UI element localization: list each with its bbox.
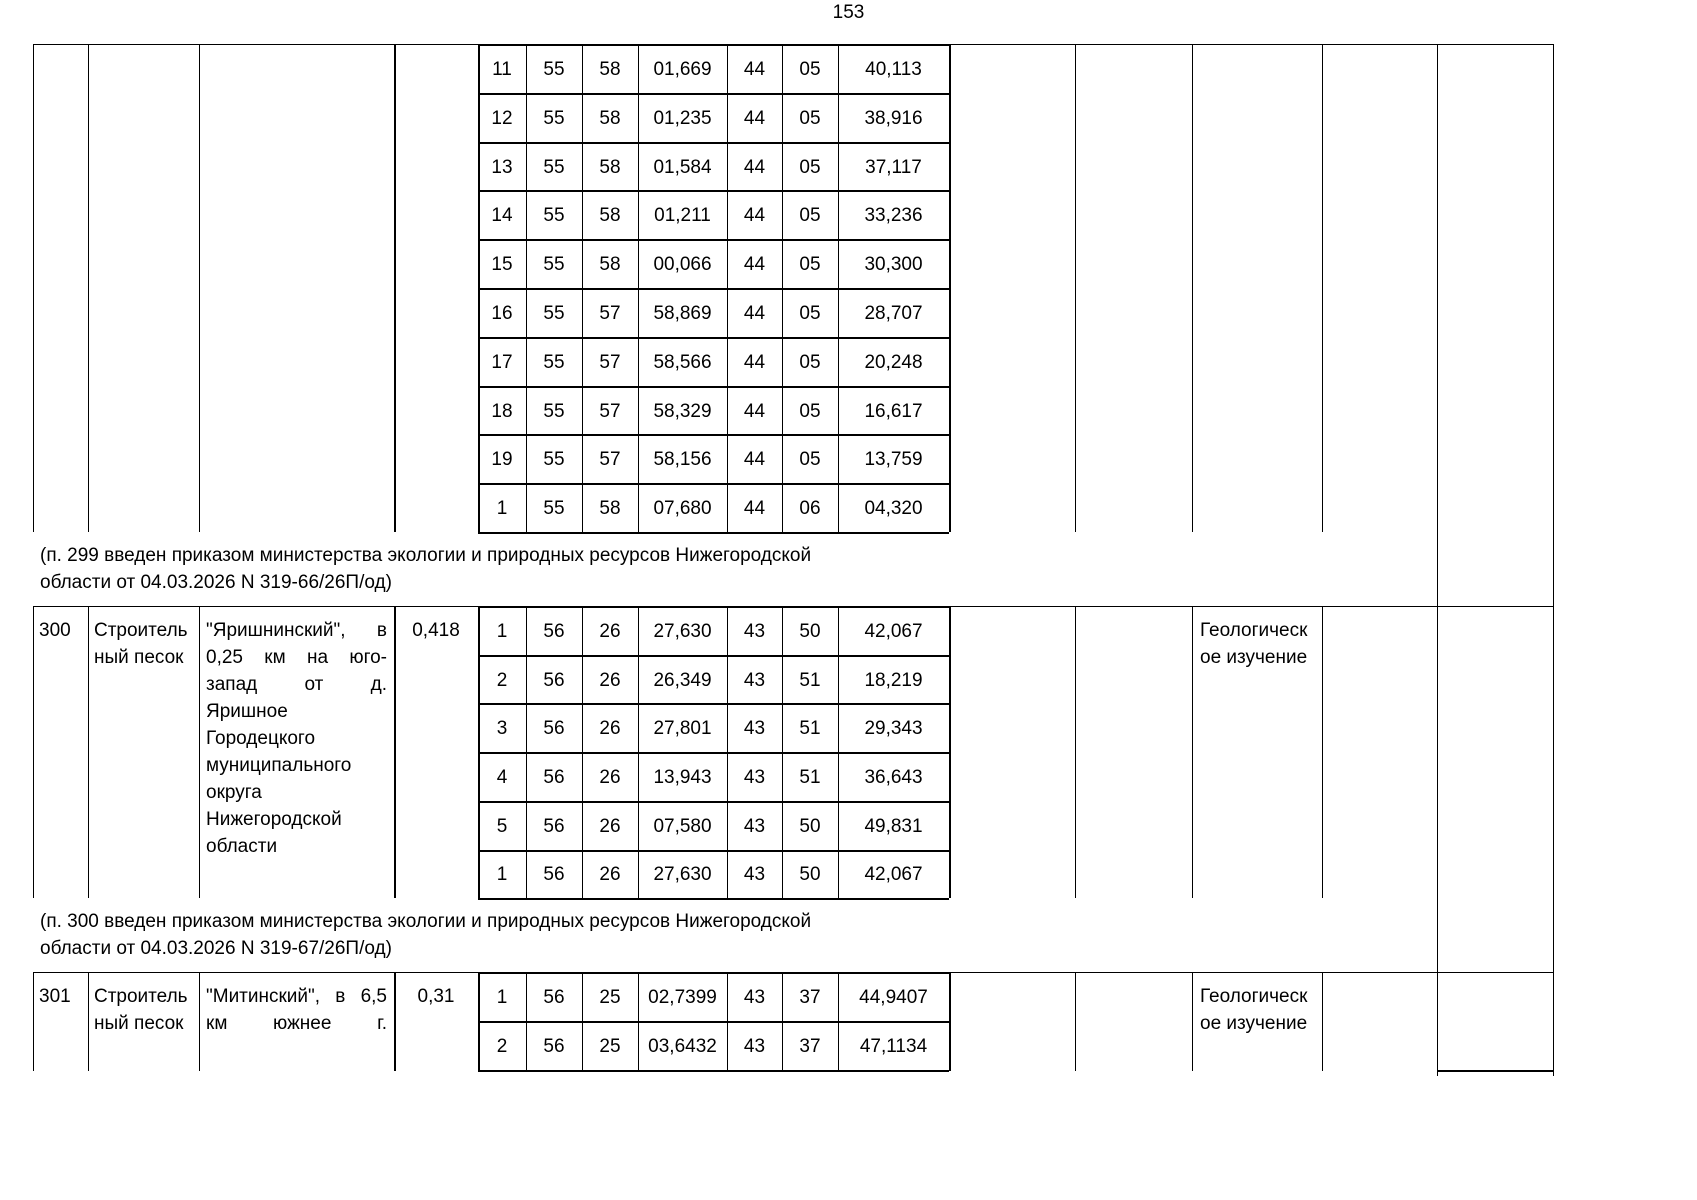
coord-cell: 43 [743, 669, 766, 691]
purpose-text: ое изучение [1200, 1013, 1308, 1034]
coord-cell: 26 [599, 718, 621, 740]
coord-cell: 42,067 [864, 864, 923, 886]
coord-cell: 25 [599, 1036, 621, 1057]
coord-cell: 56 [543, 620, 565, 642]
coord-cell: 05 [799, 254, 821, 276]
coord-cell: 57 [599, 302, 621, 324]
coord-cell: 38,916 [864, 107, 923, 129]
location-text: муниципального [206, 755, 352, 776]
coord-cell: 16,617 [864, 400, 923, 422]
area-value: 0,31 [417, 986, 455, 1007]
coord-cell: 02,7399 [648, 987, 717, 1008]
coord-cell: 49,831 [864, 815, 923, 837]
coord-cell: 58 [599, 498, 621, 520]
coord-cell: 27,630 [653, 620, 712, 642]
page-number: 153 [832, 2, 865, 23]
coord-cell: 30,300 [864, 254, 923, 276]
coord-cell: 11 [492, 58, 512, 80]
location-text: Городецкого [206, 728, 316, 749]
table-vline [949, 972, 951, 1071]
table-vline [1192, 972, 1193, 1071]
coord-cell: 13 [491, 156, 513, 178]
area-value: 0,418 [412, 620, 460, 641]
coord-cell: 04,320 [864, 498, 923, 520]
coord-cell: 55 [543, 107, 565, 129]
coord-cell: 37 [799, 1036, 821, 1057]
coord-cell: 55 [543, 351, 565, 373]
coord-cell: 01,669 [653, 58, 712, 80]
table-vline [199, 972, 200, 1071]
location-text: км южнее г. [206, 1013, 387, 1034]
table-vline [1075, 972, 1076, 1071]
coord-cell: 14 [491, 205, 513, 227]
location-text: запад от д. [206, 674, 387, 695]
coord-cell: 33,236 [864, 205, 923, 227]
coord-cell: 58,156 [653, 449, 712, 471]
table-hline [478, 337, 949, 339]
table-hline [478, 483, 949, 485]
coord-cell: 27,630 [653, 864, 712, 886]
table-vline [1075, 44, 1076, 532]
purpose-text: Геологическ [1200, 986, 1308, 1007]
coord-cell: 55 [543, 400, 565, 422]
table-hline [478, 434, 949, 436]
coord-cell: 15 [491, 254, 513, 276]
location-text: Яришное [206, 701, 288, 722]
coord-cell: 56 [543, 864, 565, 886]
coord-cell: 36,643 [864, 766, 923, 788]
coord-cell: 28,707 [864, 302, 923, 324]
row-number: 300 [39, 620, 71, 641]
table-hline [1437, 1070, 1553, 1072]
table-hline [478, 239, 949, 241]
table-hline [478, 703, 949, 705]
coord-cell: 26 [599, 669, 621, 691]
coord-cell: 58 [599, 205, 621, 227]
coord-cell: 5 [496, 815, 508, 837]
coord-cell: 18 [491, 400, 513, 422]
coord-cell: 57 [599, 400, 621, 422]
coord-cell: 05 [799, 449, 821, 471]
coord-cell: 43 [743, 766, 766, 788]
coord-cell: 26 [599, 620, 621, 642]
table-vline [394, 44, 396, 532]
coord-cell: 44 [743, 449, 766, 471]
coord-cell: 05 [799, 400, 821, 422]
coord-cell: 56 [543, 815, 565, 837]
table-vline [88, 44, 89, 532]
coord-cell: 56 [543, 669, 565, 691]
table-vline [199, 606, 200, 898]
location-text: "Яришнинский", в [206, 620, 387, 641]
coord-cell: 01,584 [653, 156, 712, 178]
coord-cell: 07,580 [653, 815, 712, 837]
purpose-text: Геологическ [1200, 620, 1308, 641]
coord-cell: 56 [543, 987, 565, 1008]
coord-cell: 40,113 [865, 58, 922, 80]
table-hline [478, 142, 949, 144]
coord-cell: 55 [543, 156, 565, 178]
coord-cell: 13,943 [653, 766, 712, 788]
amendment-note: области от 04.03.2026 N 319-66/26П/од) [40, 572, 392, 593]
table-vline [949, 44, 951, 532]
coord-cell: 05 [799, 107, 821, 129]
coord-cell: 26 [599, 766, 621, 788]
table-hline [478, 850, 949, 852]
amendment-note: области от 04.03.2026 N 319-67/26П/од) [40, 938, 392, 959]
coord-cell: 44 [743, 107, 766, 129]
location-text: округа [206, 782, 262, 803]
table-hline [478, 1021, 949, 1023]
coord-cell: 44 [743, 205, 766, 227]
coord-cell: 58 [599, 58, 621, 80]
table-hline [478, 190, 949, 192]
coordinates-table [33, 44, 1598, 1074]
coord-cell: 58,869 [653, 302, 712, 324]
coord-cell: 43 [743, 620, 766, 642]
coord-cell: 03,6432 [648, 1036, 717, 1057]
table-vline [33, 606, 34, 898]
coord-cell: 50 [799, 864, 821, 886]
table-vline [394, 606, 396, 898]
table-hline [478, 972, 949, 974]
coord-cell: 58,329 [653, 400, 712, 422]
coord-cell: 47,1134 [859, 1036, 928, 1057]
coord-cell: 58,566 [653, 351, 712, 373]
table-hline [478, 288, 949, 290]
mineral-type: Строитель [94, 620, 188, 641]
coord-cell: 26,349 [653, 669, 712, 691]
coord-cell: 44 [743, 400, 766, 422]
coord-cell: 42,067 [864, 620, 923, 642]
coord-cell: 56 [543, 1036, 565, 1057]
table-hline [478, 532, 949, 534]
coord-cell: 44 [743, 351, 766, 373]
coord-cell: 05 [799, 205, 821, 227]
coord-cell: 1 [496, 498, 508, 520]
table-vline [1553, 44, 1554, 1076]
coord-cell: 19 [491, 449, 513, 471]
coord-cell: 51 [799, 766, 821, 788]
table-vline [88, 972, 89, 1071]
coord-cell: 43 [743, 864, 766, 886]
table-vline [1322, 606, 1323, 898]
coord-cell: 12 [491, 107, 513, 129]
coord-cell: 07,680 [653, 498, 712, 520]
coord-cell: 01,211 [654, 205, 711, 227]
coord-cell: 06 [799, 498, 821, 520]
location-text: Нижегородской [206, 809, 342, 830]
coord-cell: 43 [743, 1036, 766, 1057]
table-vline [949, 606, 951, 898]
mineral-type: ный песок [94, 1013, 184, 1034]
coord-cell: 55 [543, 498, 565, 520]
table-vline [1437, 44, 1438, 1076]
table-hline [478, 752, 949, 754]
amendment-note: (п. 300 введен приказом министерства экологии и природных ресурсов Нижегородской [40, 911, 812, 932]
coord-cell: 50 [799, 620, 821, 642]
location-text: области [206, 836, 278, 857]
coord-cell: 56 [543, 766, 565, 788]
coord-cell: 51 [799, 669, 821, 691]
coord-cell: 37 [799, 987, 821, 1008]
coord-cell: 44 [743, 156, 766, 178]
coord-cell: 00,066 [653, 254, 712, 276]
table-vline [1322, 972, 1323, 1071]
table-hline [478, 93, 949, 95]
coord-cell: 57 [599, 351, 621, 373]
coord-cell: 05 [799, 58, 821, 80]
coord-cell: 05 [799, 351, 821, 373]
table-hline [478, 1070, 949, 1072]
coord-cell: 44 [743, 58, 766, 80]
coord-cell: 43 [743, 987, 766, 1008]
table-hline [478, 801, 949, 803]
coord-cell: 55 [543, 205, 565, 227]
mineral-type: Строитель [94, 986, 188, 1007]
coord-cell: 26 [599, 864, 621, 886]
coord-cell: 55 [543, 254, 565, 276]
table-vline [88, 606, 89, 898]
coord-cell: 2 [496, 669, 508, 691]
coord-cell: 58 [599, 254, 621, 276]
coord-cell: 58 [599, 156, 621, 178]
coord-cell: 01,235 [653, 107, 712, 129]
table-vline [1192, 606, 1193, 898]
coord-cell: 16 [491, 302, 513, 324]
coord-cell: 50 [799, 815, 821, 837]
coord-cell: 3 [496, 718, 508, 740]
table-vline [33, 44, 34, 532]
coord-cell: 44 [743, 254, 766, 276]
coord-cell: 57 [599, 449, 621, 471]
coord-cell: 25 [599, 987, 621, 1008]
coord-cell: 1 [496, 987, 508, 1008]
coord-cell: 58 [599, 107, 621, 129]
coord-cell: 51 [799, 718, 821, 740]
coord-cell: 1 [496, 864, 508, 886]
coord-cell: 26 [599, 815, 621, 837]
coord-cell: 56 [543, 718, 565, 740]
coord-cell: 17 [491, 351, 513, 373]
row-number: 301 [39, 986, 71, 1007]
coord-cell: 55 [543, 58, 565, 80]
table-vline [1322, 44, 1323, 532]
coord-cell: 44 [743, 302, 766, 324]
location-text: "Митинский", в 6,5 [206, 986, 387, 1007]
coord-cell: 29,343 [864, 718, 923, 740]
coord-cell: 43 [743, 718, 766, 740]
table-vline [1192, 44, 1193, 532]
amendment-note: (п. 299 введен приказом министерства экологии и природных ресурсов Нижегородской [40, 545, 812, 566]
table-hline [478, 606, 949, 608]
location-text: 0,25 км на юго- [206, 647, 387, 668]
table-vline [1075, 606, 1076, 898]
coord-cell: 18,219 [864, 669, 923, 691]
coord-cell: 20,248 [864, 351, 923, 373]
mineral-type: ный песок [94, 647, 184, 668]
coord-cell: 13,759 [864, 449, 923, 471]
coord-cell: 43 [743, 815, 766, 837]
purpose-text: ое изучение [1200, 647, 1308, 668]
table-hline [478, 898, 949, 900]
coord-cell: 37,117 [865, 156, 922, 178]
coord-cell: 1 [496, 620, 508, 642]
coord-cell: 4 [496, 766, 508, 788]
table-vline [199, 44, 200, 532]
coord-cell: 05 [799, 302, 821, 324]
table-hline [478, 44, 949, 46]
table-vline [33, 972, 34, 1071]
table-hline [478, 386, 949, 388]
coord-cell: 05 [799, 156, 821, 178]
coord-cell: 55 [543, 302, 565, 324]
coord-cell: 44 [743, 498, 766, 520]
coord-cell: 2 [496, 1036, 508, 1057]
table-hline [478, 655, 949, 657]
coord-cell: 44,9407 [859, 987, 928, 1008]
coord-cell: 55 [543, 449, 565, 471]
coord-cell: 27,801 [653, 718, 712, 740]
